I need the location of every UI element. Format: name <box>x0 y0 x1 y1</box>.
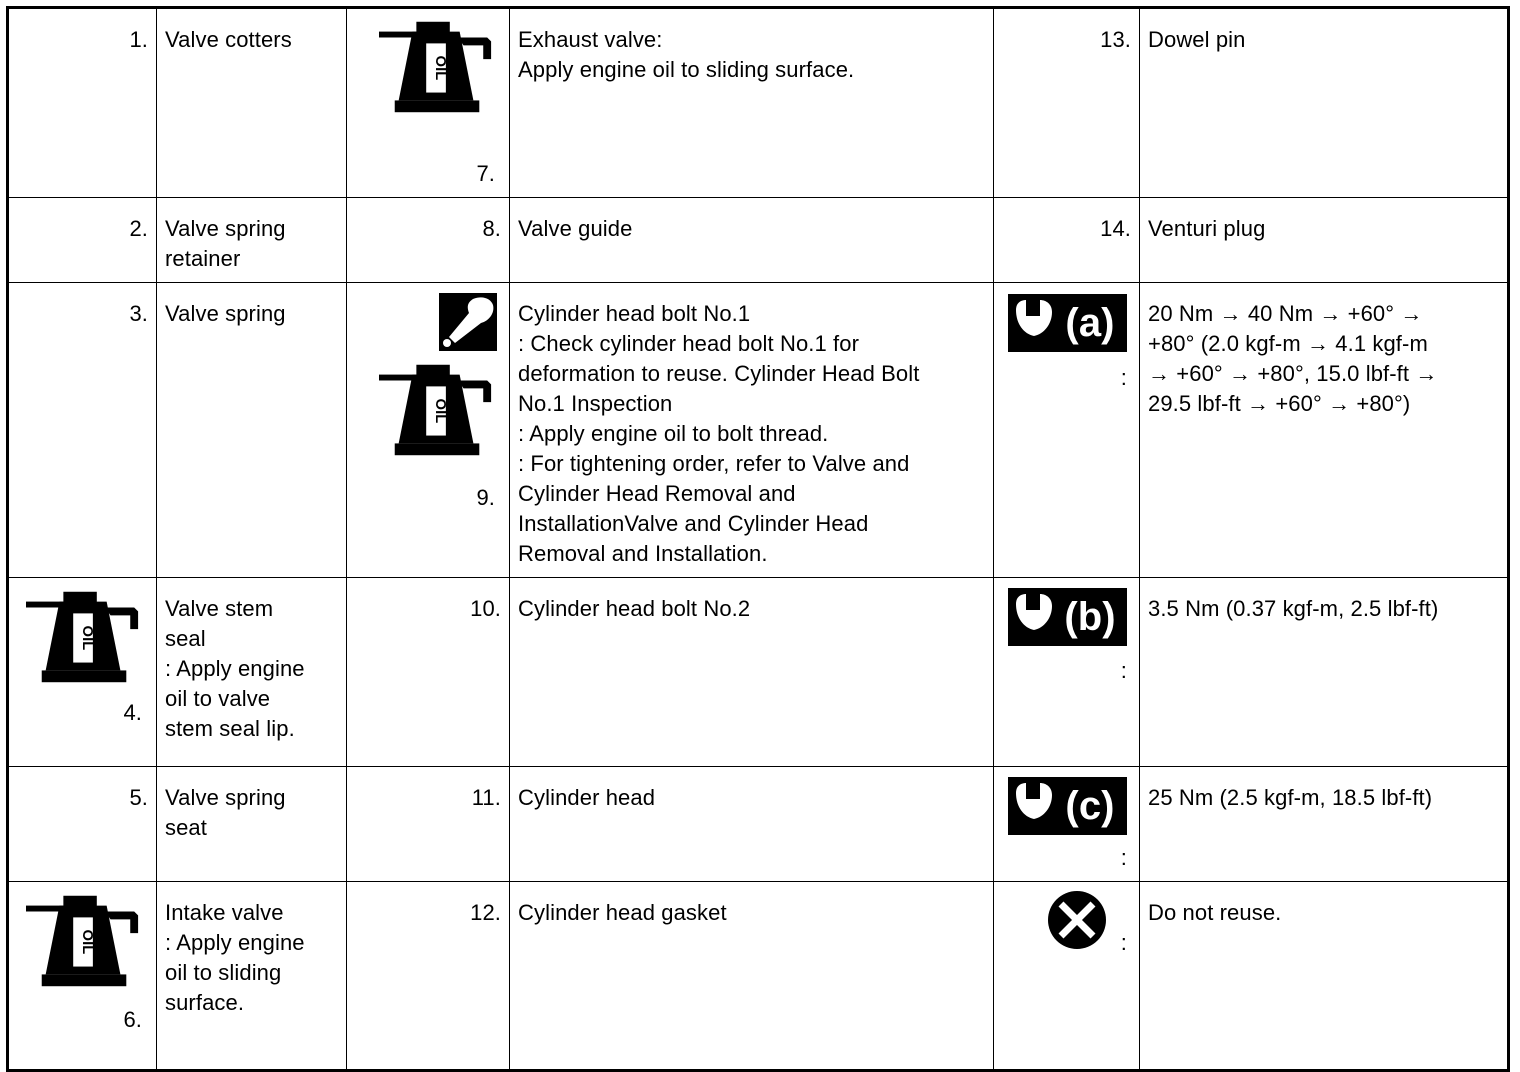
item-description: Valve guide <box>510 198 994 283</box>
parts-legend-table <box>6 6 1510 1072</box>
oil-label: OIL <box>79 625 96 651</box>
item-number: 9. <box>476 485 495 510</box>
item-number: 5. <box>8 767 157 882</box>
item-number: 14. <box>994 198 1140 283</box>
item-description: Exhaust valve: Apply engine oil to sliding surface. <box>510 8 994 198</box>
oil-label: OIL <box>79 929 96 955</box>
item-description: Valve stem seal : Apply engine oil to valve stem seal lip. <box>157 578 347 767</box>
item-number: 12. <box>347 882 510 1071</box>
legend-row <box>8 882 1509 1071</box>
oil-can-icon <box>379 19 497 114</box>
legend-row <box>8 283 1509 578</box>
item-number: 3. <box>8 283 157 578</box>
oil-label: OIL <box>432 55 449 81</box>
item-number: 2. <box>8 198 157 283</box>
item-description: Valve cotters <box>157 8 347 198</box>
torque-colon: : <box>1120 365 1127 390</box>
torque-icon-cell <box>994 283 1140 578</box>
caution-hammer-icon <box>439 293 497 351</box>
torque-icon-cell <box>994 578 1140 767</box>
item-description: Cylinder head <box>510 767 994 882</box>
item-number: 11. <box>347 767 510 882</box>
item-description: Cylinder head bolt No.1 : Check cylinder head bolt No.1 for deformation to reuse. Cylinder Head Bolt No.1 Inspection : Apply engine oil to bolt thread. : For tightening order, refer to Valve and Cylinder Head Removal and InstallationValve and Cylinder Head Removal and Installation. <box>510 283 994 578</box>
legend-row <box>8 8 1509 198</box>
legend-row <box>8 767 1509 882</box>
torque-icon-cell <box>994 767 1140 882</box>
item-icon-cell <box>8 578 157 767</box>
torque-wrench-c-icon <box>1008 777 1127 835</box>
legend-row <box>8 198 1509 283</box>
item-description: Cylinder head bolt No.2 <box>510 578 994 767</box>
do-not-reuse-icon <box>1047 890 1107 950</box>
note-text: Do not reuse. <box>1140 882 1509 1071</box>
torque-spec: 3.5 Nm (0.37 kgf-m, 2.5 lbf-ft) <box>1140 578 1509 767</box>
item-icon-cell <box>8 882 157 1071</box>
item-number: 7. <box>476 161 495 186</box>
item-description: Valve spring seat <box>157 767 347 882</box>
oil-label: OIL <box>432 398 449 424</box>
item-description: Intake valve : Apply engine oil to sliding surface. <box>157 882 347 1071</box>
torque-icon-cell <box>994 882 1140 1071</box>
legend-row <box>8 578 1509 767</box>
item-description: Venturi plug <box>1140 198 1509 283</box>
torque-colon: : <box>1120 658 1127 683</box>
item-description: Valve spring retainer <box>157 198 347 283</box>
item-number: 4. <box>123 700 142 725</box>
torque-wrench-a-icon <box>1008 294 1127 352</box>
torque-wrench-b-icon <box>1008 588 1127 646</box>
oil-can-icon <box>379 362 497 457</box>
item-description: Cylinder head gasket <box>510 882 994 1071</box>
item-description: Dowel pin <box>1140 8 1509 198</box>
torque-spec: 25 Nm (2.5 kgf-m, 18.5 lbf-ft) <box>1140 767 1509 882</box>
item-number: 13. <box>994 8 1140 198</box>
torque-letter: (a) <box>1065 301 1115 345</box>
item-icon-cell <box>347 283 510 578</box>
torque-colon: : <box>1120 845 1127 870</box>
oil-can-icon <box>26 589 144 684</box>
torque-spec: 20 Nm → 40 Nm → +60° → +80° (2.0 kgf-m → 4.1 kgf-m → +60° → +80°, 15.0 lbf-ft → 29.5 lbf-ft → +60° → +80°) <box>1140 283 1509 578</box>
do-not-reuse-colon: : <box>1120 930 1127 955</box>
item-number: 10. <box>347 578 510 767</box>
item-number: 1. <box>8 8 157 198</box>
item-number: 6. <box>123 1007 142 1032</box>
item-number: 8. <box>347 198 510 283</box>
torque-letter: (c) <box>1065 784 1115 828</box>
oil-can-icon <box>26 893 144 988</box>
item-description: Valve spring <box>157 283 347 578</box>
item-icon-cell <box>347 8 510 198</box>
torque-letter: (b) <box>1064 595 1116 639</box>
